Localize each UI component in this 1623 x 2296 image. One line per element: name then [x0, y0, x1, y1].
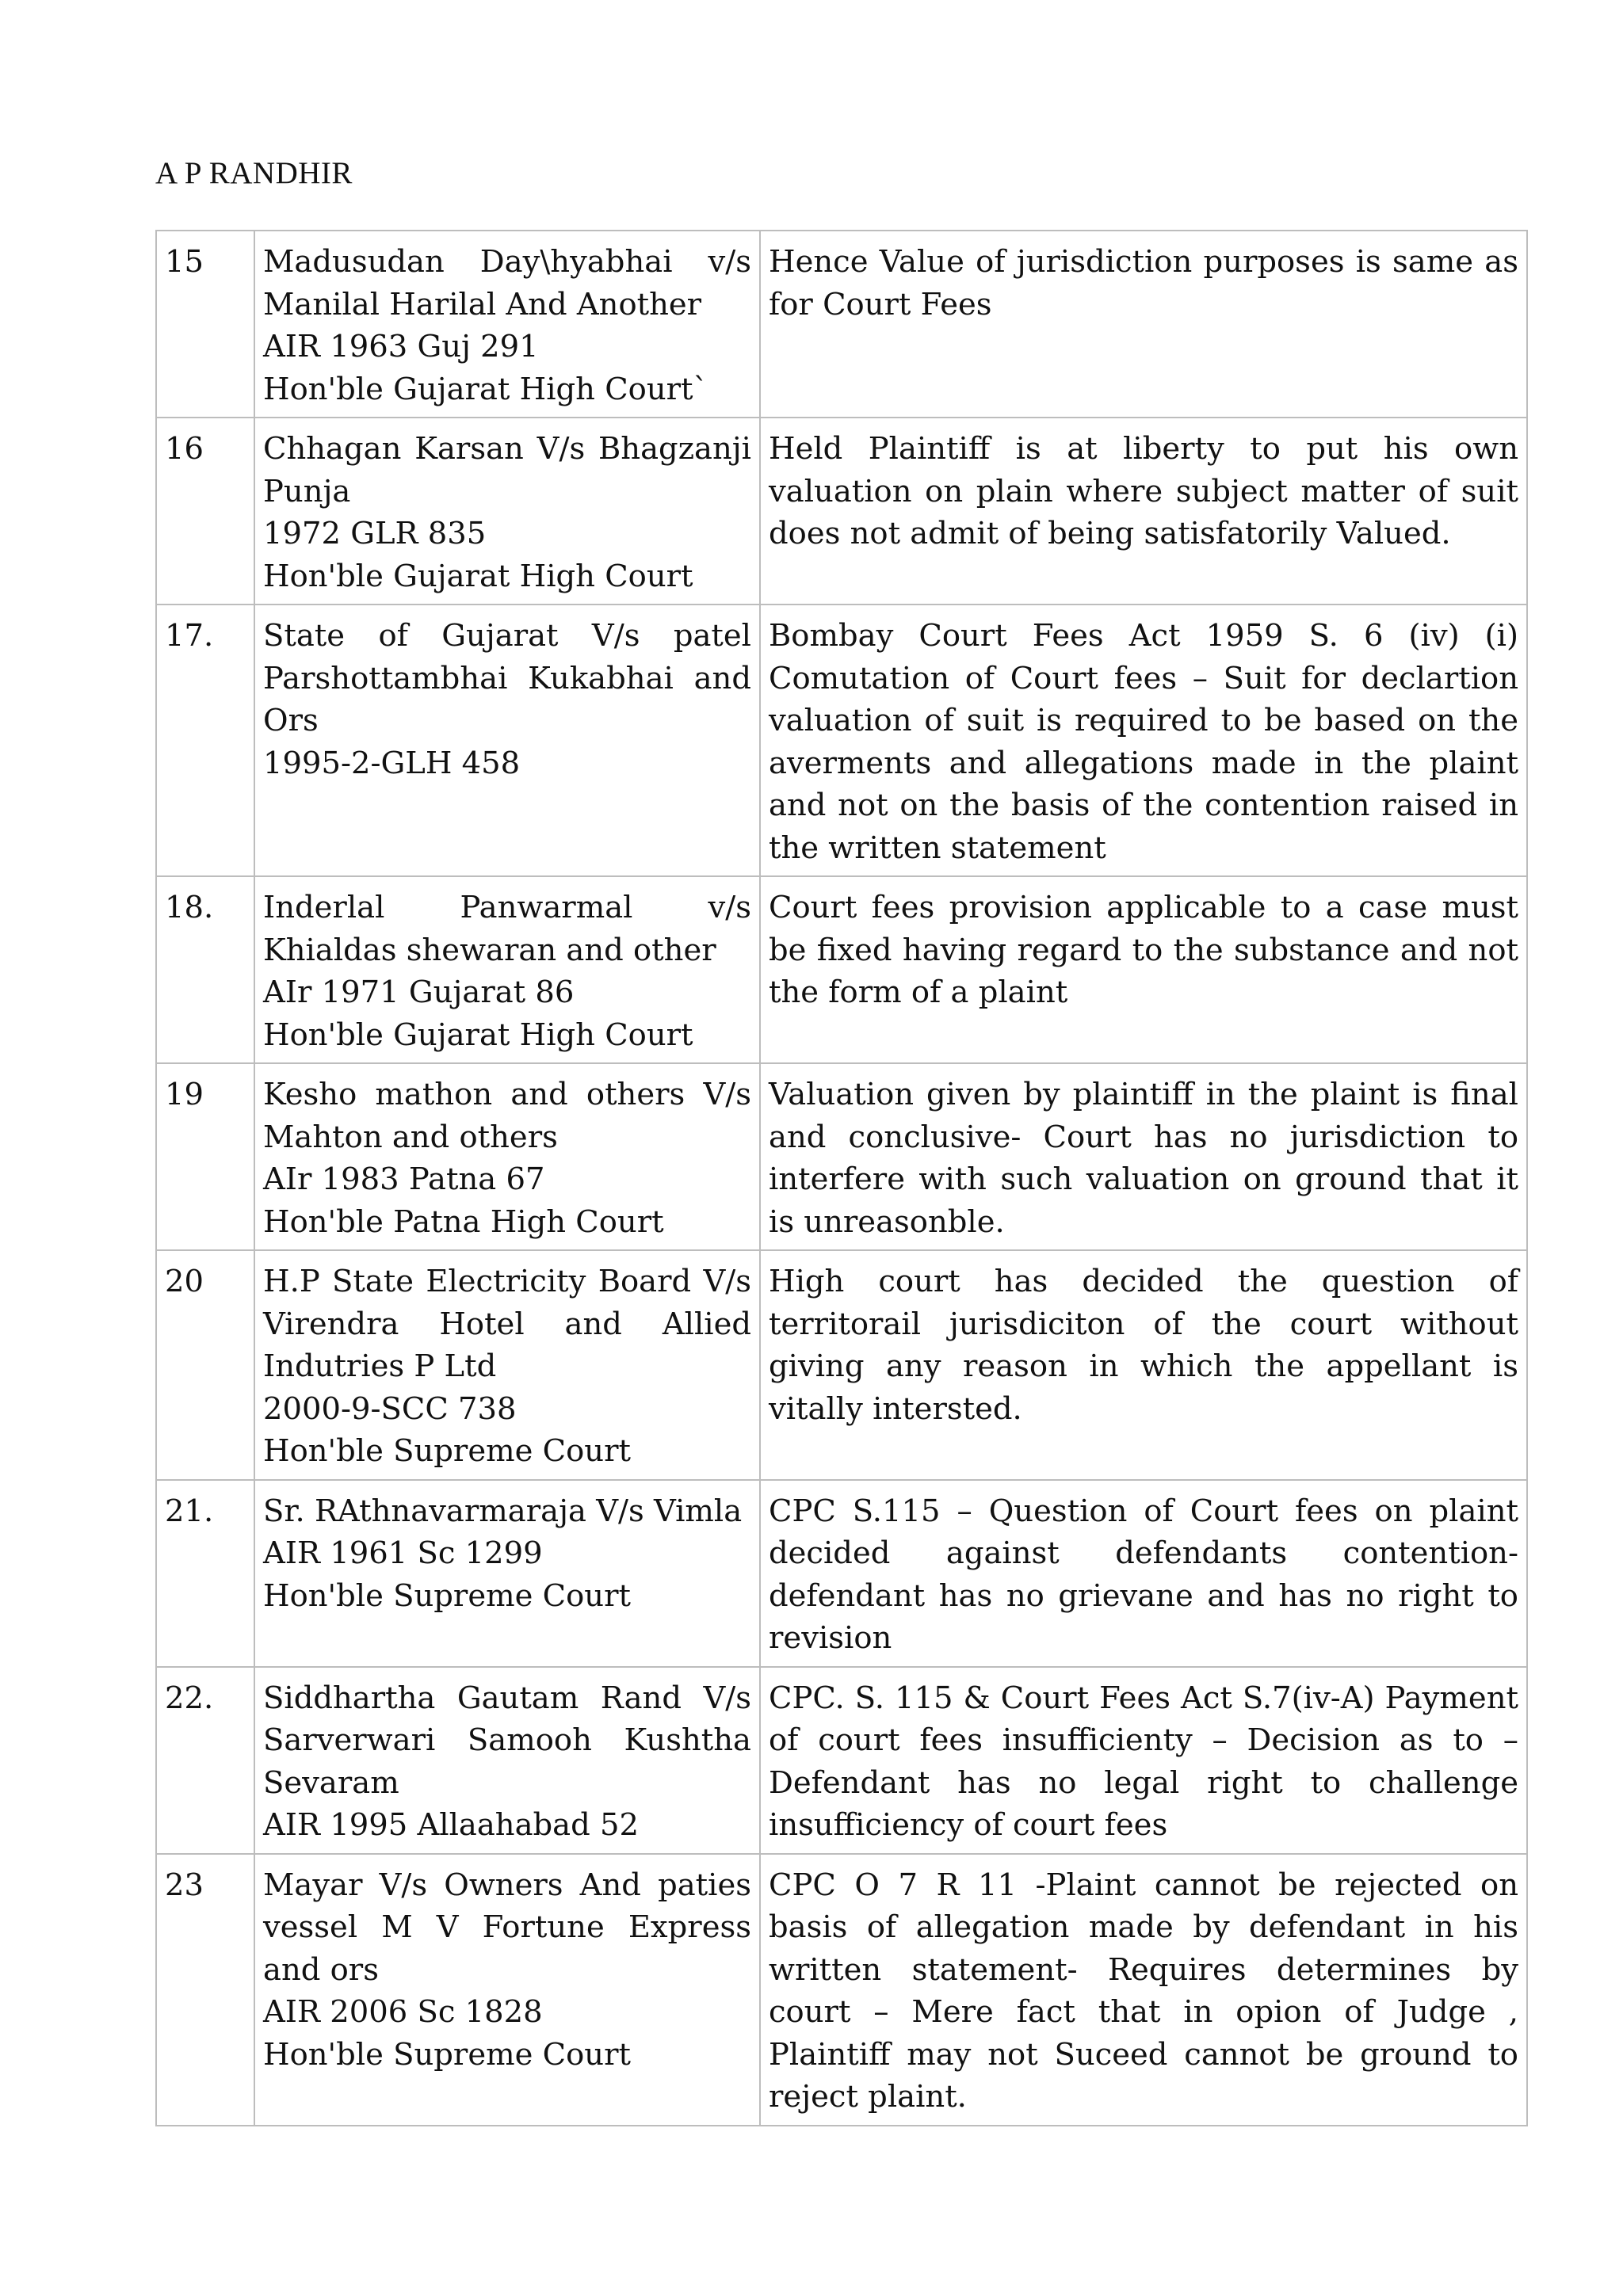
table-row	[156, 605, 1527, 876]
held-cell	[760, 1480, 1527, 1667]
held-cell	[760, 1250, 1527, 1480]
case-court: Hon'ble Patna High Court	[263, 1203, 664, 1240]
held-cell	[760, 1063, 1527, 1250]
held-text: Valuation given by plaintiff in the plaint is final and conclusive- Court has no jurisdiction to interfere with such valuation on ground that it is unreasonble.	[769, 1077, 1518, 1240]
held-cell	[760, 876, 1527, 1063]
case-court: Hon'ble Supreme Court	[263, 1433, 631, 1469]
case-citation: 2000-9-SCC 738	[263, 1390, 517, 1427]
held-cell	[760, 418, 1527, 605]
case-cell	[254, 1854, 760, 2126]
case-citation: AIR 1961 Sc 1299	[263, 1535, 543, 1571]
case-cell	[254, 1667, 760, 1854]
case-cell	[254, 1250, 760, 1480]
held-cell	[760, 605, 1527, 876]
page-header-author: A P RANDHIR	[155, 156, 353, 190]
table-row	[156, 1667, 1527, 1854]
case-citation: AIr 1971 Gujarat 86	[263, 974, 575, 1010]
table-row	[156, 418, 1527, 605]
case-citation: AIr 1983 Patna 67	[263, 1161, 545, 1197]
case-court: Hon'ble Gujarat High Court	[263, 1016, 693, 1053]
held-text: Bombay Court Fees Act 1959 S. 6 (iv) (i) Comutation of Court fees – Suit for declartion valuation of suit is required to be based on the averments and allegations made in the plaint and not on the basis of the contention raised in the written statement	[769, 618, 1518, 866]
table-row	[156, 1250, 1527, 1480]
case-title: Chhagan Karsan V/s Bhagzanji Punja	[263, 431, 751, 509]
held-text: Court fees provision applicable to a case must be fixed having regard to the substance and not the form of a plaint	[769, 890, 1518, 1010]
case-title: H.P State Electricity Board V/s Virendra Hotel and Allied Indutries P Ltd	[263, 1264, 751, 1384]
case-citation: AIR 1963 Guj 291	[263, 329, 539, 364]
case-title: State of Gujarat V/s patel Parshottambhai Kukabhai and Ors	[263, 618, 751, 738]
case-title: Siddhartha Gautam Rand V/s Sarverwari Samooh Kushtha Sevaram	[263, 1680, 751, 1801]
case-title: Madusudan Day\hyabhai v/s Manilal Harilal And Another	[263, 244, 751, 322]
serial-number-cell: 22.	[156, 1667, 254, 1854]
case-cell	[254, 231, 760, 418]
case-title: Mayar V/s Owners And paties vessel M V Fortune Express and ors	[263, 1867, 751, 1988]
held-text: CPC S.115 – Question of Court fees on plaint decided against defendants contention- defendant has no grievane and has no right to revision	[769, 1493, 1518, 1656]
serial-number-cell: 19	[156, 1063, 254, 1250]
serial-number-cell: 17.	[156, 605, 254, 876]
case-cell	[254, 876, 760, 1063]
table-row	[156, 1063, 1527, 1250]
case-title: Kesho mathon and others V/s Mahton and others	[263, 1077, 751, 1155]
table-row	[156, 231, 1527, 418]
serial-number-cell: 18.	[156, 876, 254, 1063]
case-citation: 1995-2-GLH 458	[263, 745, 521, 781]
case-cell	[254, 1480, 760, 1667]
case-citation: AIR 2006 Sc 1828	[263, 1994, 543, 2030]
held-text: High court has decided the question of territorail jurisdiciton of the court without giving any reason in which the appellant is vitally intersted.	[769, 1264, 1518, 1427]
held-text: Hence Value of jurisdiction purposes is same as for Court Fees	[769, 244, 1518, 322]
case-cell	[254, 418, 760, 605]
serial-number-cell: 20	[156, 1250, 254, 1480]
table-row	[156, 1854, 1527, 2126]
serial-number-cell: 15	[156, 231, 254, 418]
case-court: Hon'ble Supreme Court	[263, 1577, 631, 1614]
case-title: Sr. RAthnavarmaraja V/s Vimla	[263, 1493, 743, 1529]
case-citation: 1972 GLR 835	[263, 516, 487, 551]
held-text: CPC. S. 115 & Court Fees Act S.7(iv-A) Payment of court fees insufficienty – Decision as to – Defendant has no legal right to challenge insufficiency of court fees	[769, 1680, 1518, 1843]
case-court: Hon'ble Supreme Court	[263, 2036, 631, 2073]
case-title: Inderlal Panwarmal v/s Khialdas shewaran and other	[263, 890, 751, 968]
held-text: CPC O 7 R 11 -Plaint cannot be rejected on basis of allegation made by defendant in his written statement- Requires determines by court – Mere fact that in opion of Judge , Plaintiff may not Suceed cannot be ground to reject plaint.	[769, 1867, 1518, 2115]
serial-number-cell: 23	[156, 1854, 254, 2126]
case-court: Hon'ble Gujarat High Court	[263, 558, 693, 594]
table-row	[156, 876, 1527, 1063]
case-court: Hon'ble Gujarat High Court`	[263, 371, 708, 407]
held-text: Held Plaintiff is at liberty to put his own valuation on plain where subject matter of suit does not admit of being satisfatorily Valued.	[769, 431, 1518, 551]
case-citation: AIR 1995 Allaahabad 52	[263, 1807, 640, 1843]
case-cell	[254, 605, 760, 876]
held-cell	[760, 231, 1527, 418]
serial-number-cell: 21.	[156, 1480, 254, 1667]
table-row	[156, 1480, 1527, 1667]
held-cell	[760, 1854, 1527, 2126]
case-cell	[254, 1063, 760, 1250]
serial-number-cell: 16	[156, 418, 254, 605]
case-law-table	[155, 230, 1528, 2126]
held-cell	[760, 1667, 1527, 1854]
